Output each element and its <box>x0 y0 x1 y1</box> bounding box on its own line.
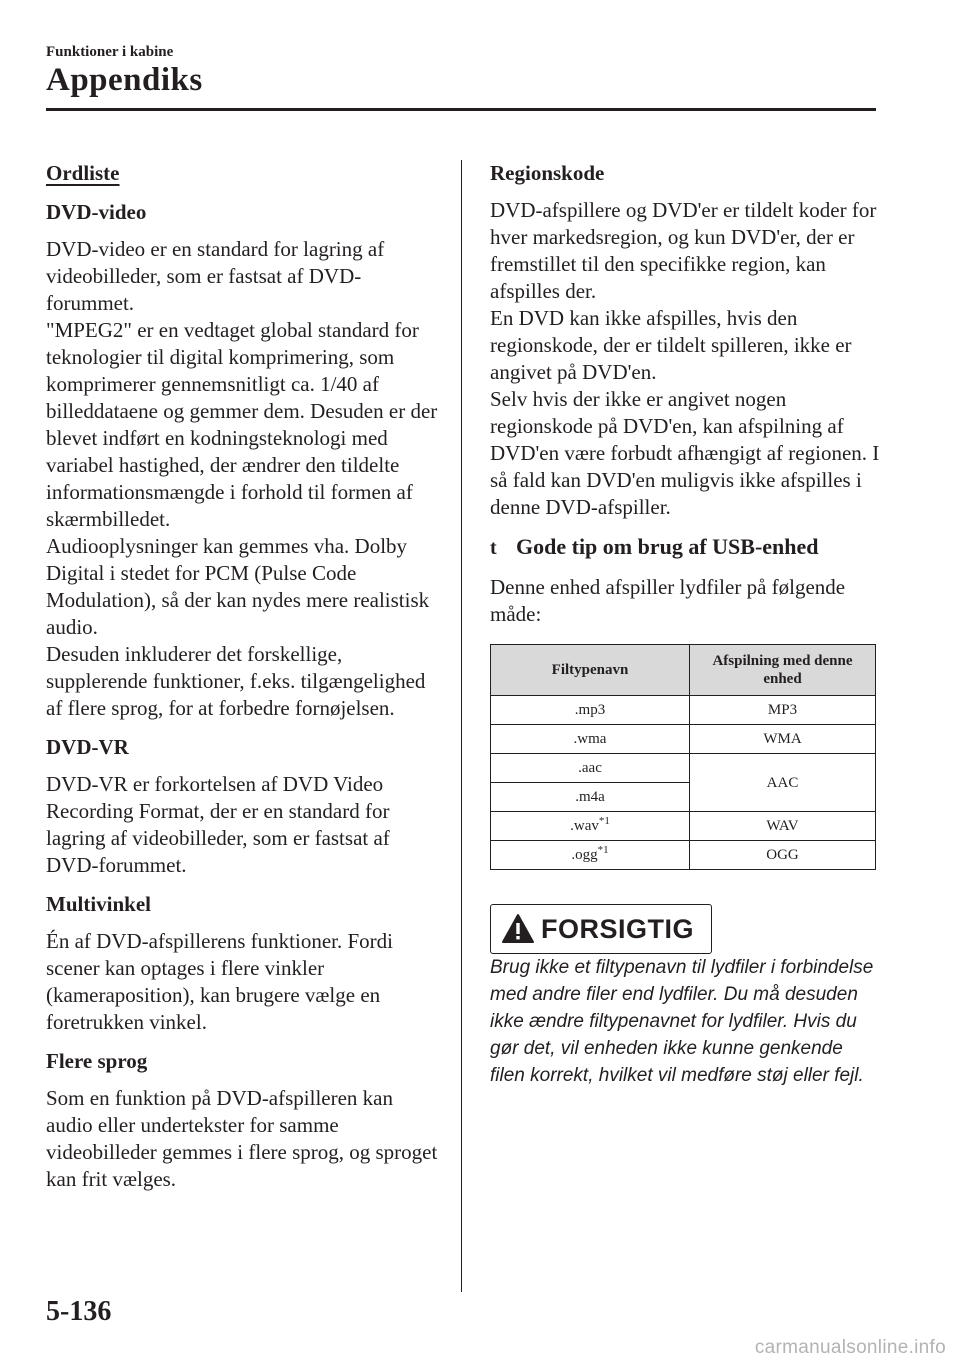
table-header-cell: Afspilning med denne enhed <box>690 645 876 696</box>
term-regionskode: Regionskode <box>490 161 605 185</box>
entry-regionskode <box>490 160 880 521</box>
footnote-marker: *1 <box>597 844 609 856</box>
table-cell-ext <box>491 812 690 841</box>
right-column <box>490 160 880 1089</box>
table-cell-play: WMA <box>690 725 876 754</box>
caution-badge <box>490 904 712 954</box>
paragraph: Desuden inkluderer det forskellige, supplerende funktioner, f.eks. tilgængelighed af flere sprog, for at forbedre fornøjelsen. <box>46 642 426 720</box>
paragraph: "MPEG2" er en vedtaget global standard for teknologier til digital komprimering, som komprimerer gennemsnitligt ca. 1/40 af billeddataene og gemmer dem. Desuden er der blevet indført en kodningsteknologi med variabel hastighed, der ændrer den tildelte informationsmængde i forhold til formen af skærmbilledet. <box>46 318 438 531</box>
paragraph: Som en funktion på DVD-afspilleren kan audio eller undertekster for samme videobilleder gemmes i flere sprog, og sproget kan frit vælges. <box>46 1086 438 1191</box>
term-multivinkel: Multivinkel <box>46 892 152 916</box>
table-cell-play: WAV <box>690 812 876 841</box>
usb-intro: Denne enhed afspiller lydfiler på følgende måde: <box>490 575 846 626</box>
paragraph: Audiooplysninger kan gemmes vha. Dolby Digital i stedet for PCM (Pulse Code Modulation), så der kan nydes mere realistisk audio. <box>46 534 430 639</box>
bullet-marker: t <box>490 537 497 559</box>
section-label: Funktioner i kabine <box>46 44 174 60</box>
entry-dvd-vr <box>46 734 440 879</box>
chapter-title: Appendiks <box>46 62 203 98</box>
ext-text: .ogg <box>571 847 598 863</box>
table-cell-ext: .wma <box>491 725 690 754</box>
table-header-row <box>491 645 876 696</box>
paragraph: DVD-afspillere og DVD'er er tildelt koder for hver markedsregion, og kun DVD'er, der er fremstillet til den specifikke region, kan afspilles der. <box>490 198 877 303</box>
left-column <box>46 160 440 1205</box>
paragraph: DVD-VR er forkortelsen af DVD Video Recording Format, der er en standard for lagring af videobilleder, som er fastsat af DVD-forummet. <box>46 772 390 877</box>
table-cell-play: MP3 <box>690 696 876 725</box>
paragraph: Selv hvis der ikke er angivet nogen regionskode på DVD'en, kan afspilning af DVD'en være forbudt afhængigt af regionen. I så fald kan DVD'en muligvis ikke afspilles i denne DVD-afspiller. <box>490 387 880 519</box>
caution-label: FORSIGTIG <box>541 913 694 944</box>
term-dvd-vr: DVD-VR <box>46 735 129 759</box>
entry-dvd-video <box>46 199 440 722</box>
table-cell-ext: .m4a <box>491 783 690 812</box>
table-header-cell: Filtypenavn <box>491 645 690 696</box>
paragraph: DVD-video er en standard for lagring af videobilleder, som er fastsat af DVD-forummet. <box>46 237 385 315</box>
term-dvd-video: DVD-video <box>46 200 147 224</box>
table-row <box>491 812 876 841</box>
footnote-marker: *1 <box>598 815 610 827</box>
page-number: 5-136 <box>46 1296 112 1327</box>
entry-flere-sprog <box>46 1048 440 1193</box>
table-cell-ext: .mp3 <box>491 696 690 725</box>
table-row <box>491 754 876 783</box>
caution-text: Brug ikke et filtypenavn til lydfiler i forbindelse med andre filer end lydfiler. Du må desuden ikke ændre filtypenavnet for lydfiler. Hvis du gør det, vil enheden ikke kunne genkende filen korrekt, hvilket vil medføre støj eller fejl. <box>490 957 874 1086</box>
file-type-table <box>490 644 876 870</box>
paragraph: Én af DVD-afspillerens funktioner. Fordi scener kan optages i flere vinkler (kameraposition), kan brugere vælge en foretrukken vinkel. <box>46 929 394 1034</box>
glossary-heading: Ordliste <box>46 161 120 185</box>
header-rule <box>46 108 876 111</box>
usb-tips-heading <box>490 533 880 562</box>
ext-text: .wav <box>570 818 599 834</box>
table-row <box>491 696 876 725</box>
warning-triangle-icon <box>501 913 535 945</box>
paragraph: En DVD kan ikke afspilles, hvis den regionskode, der er tildelt spilleren, ikke er angivet på DVD'en. <box>490 306 852 384</box>
column-divider <box>461 160 462 1292</box>
term-flere-sprog: Flere sprog <box>46 1049 148 1073</box>
usb-tips-title: Gode tip om brug af USB-enhed <box>516 534 819 559</box>
table-cell-play: AAC <box>690 754 876 812</box>
table-row <box>491 725 876 754</box>
table-cell-play: OGG <box>690 841 876 870</box>
entry-multivinkel <box>46 891 440 1036</box>
watermark: carmanualsonline.info <box>754 1337 946 1358</box>
table-cell-ext <box>491 841 690 870</box>
table-cell-ext: .aac <box>491 754 690 783</box>
table-row <box>491 841 876 870</box>
